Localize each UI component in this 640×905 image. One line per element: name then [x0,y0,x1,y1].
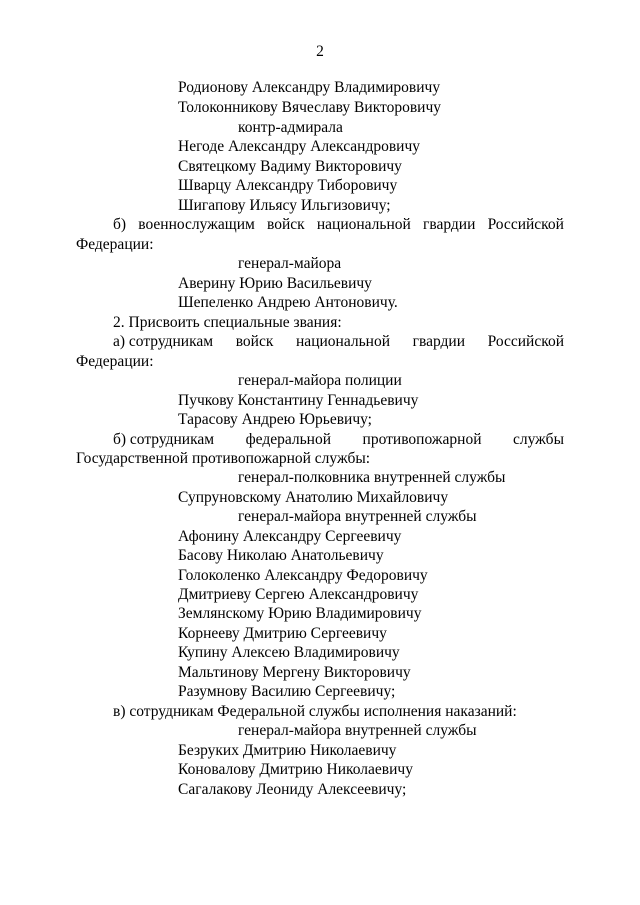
person-name: Голоколенко Александру Федоровичу [178,567,428,584]
person-name: Негоде Александру Александровичу [178,138,420,155]
word: войск [235,333,274,350]
word: национальной [316,216,411,233]
word: национальной [296,333,390,350]
section-b2-intro-cont: Государственной противопожарной службы: [76,450,371,467]
word: войск [266,216,305,233]
section-v2-intro: в) сотрудникам Федеральной службы исполнения наказаний: [113,703,517,720]
rank-heading: генерал-полковника внутренней службы [238,469,506,486]
word: Российской [487,333,564,350]
person-name: Землянскому Юрию Владимировичу [178,605,422,622]
section-b2-intro [113,430,564,450]
person-name: Толоконникову Вячеславу Викторовичу [178,99,441,116]
person-name: Сагалакову Леониду Алексеевичу; [178,781,407,798]
word: противопожарной [362,431,482,448]
rank-heading: генерал-майора [238,255,342,272]
rank-heading: генерал-майора полиции [238,372,402,389]
person-name: Мальтинову Мергену Викторовичу [178,664,411,681]
word: б) сотрудникам [113,431,215,448]
person-name: Святецкому Вадиму Викторовичу [178,158,402,175]
word: гвардии [423,216,476,233]
person-name: Афонину Александру Сергеевичу [178,528,402,545]
word: б) [113,216,127,233]
person-name: Безруких Дмитрию Николаевичу [178,742,397,759]
person-name: Супруновскому Анатолию Михайловичу [178,489,449,506]
word: военнослужащим [138,216,255,233]
section-a2-intro [113,332,564,352]
word: а) сотрудникам [113,333,214,350]
person-name: Коновалову Дмитрию Николаевичу [178,761,413,778]
person-name: Басову Николаю Анатольевичу [178,547,384,564]
word: федеральной [245,431,332,448]
page-number: 2 [316,43,324,60]
rank-heading: контр-адмирала [238,119,343,136]
person-name: Дмитриеву Сергею Александровичу [178,586,419,603]
word: службы [513,431,564,448]
person-name: Родионову Александру Владимировичу [178,79,441,96]
person-name: Корнееву Дмитрию Сергеевичу [178,625,387,642]
person-name: Шварцу Александру Тиборовичу [178,177,398,194]
point-2-heading: 2. Присвоить специальные звания: [113,314,342,331]
person-name: Шигапову Ильясу Ильгизовичу; [178,197,391,214]
person-name: Шепеленко Андрею Антоновичу. [178,294,398,311]
person-name: Купину Алексею Владимировичу [178,644,400,661]
section-b1-intro-cont: Федерации: [76,236,154,253]
person-name: Пучкову Константину Геннадьевичу [178,392,419,409]
person-name: Тарасову Андрею Юрьевичу; [178,411,372,428]
section-b1-intro [113,215,564,235]
rank-heading: генерал-майора внутренней службы [238,508,477,525]
section-a2-intro-cont: Федерации: [76,353,154,370]
word: Российской [487,216,564,233]
person-name: Разумнову Василию Сергеевичу; [178,683,396,700]
word: гвардии [412,333,465,350]
person-name: Аверину Юрию Васильевичу [178,275,372,292]
rank-heading: генерал-майора внутренней службы [238,722,477,739]
